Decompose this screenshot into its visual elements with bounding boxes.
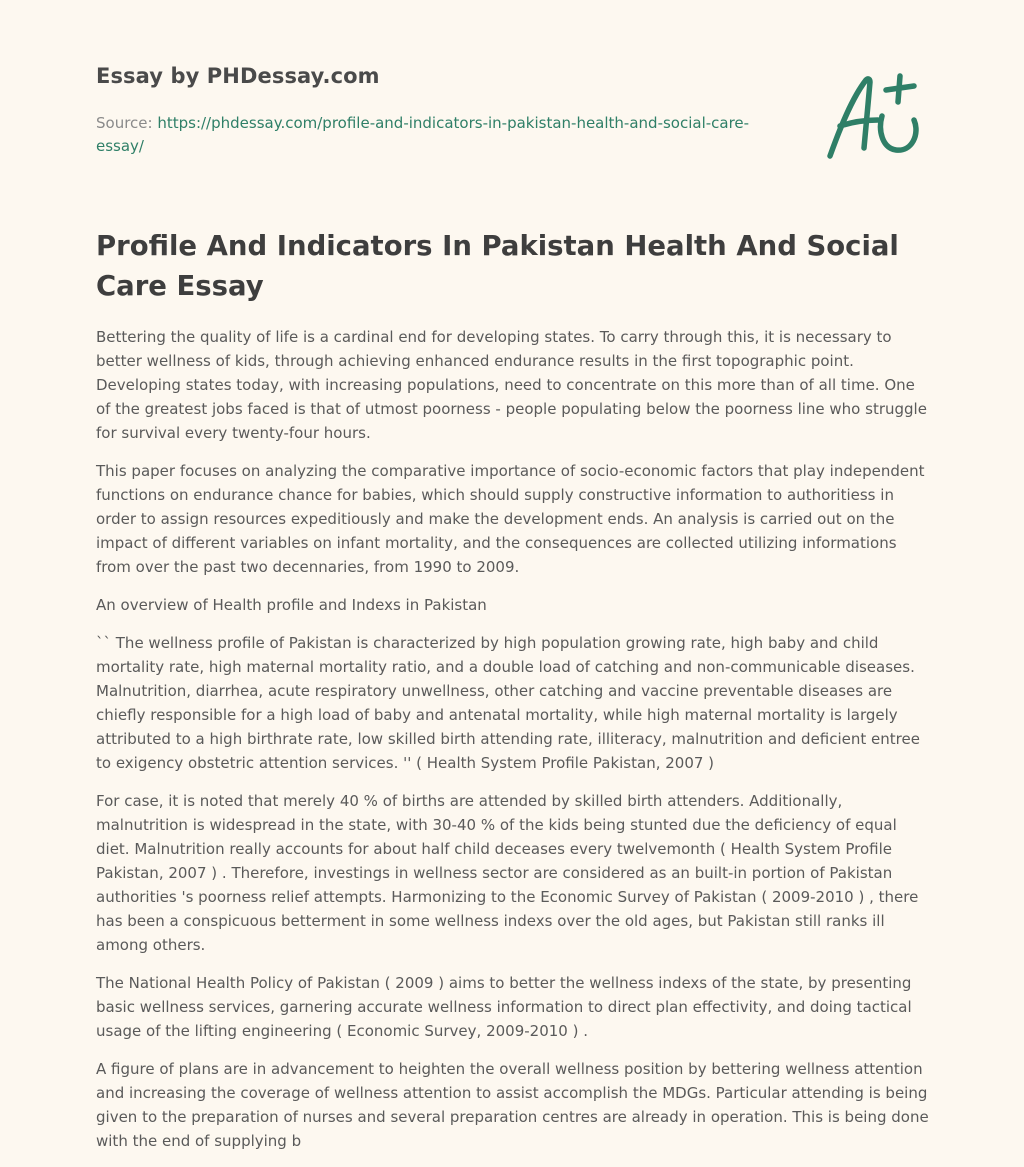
essay-title: Profile And Indicators In Pakistan Health And Social Care Essay <box>96 230 899 302</box>
paragraph: `` The wellness profile of Pakistan is characterized by high population growing rate, high baby and child mortality rate, high maternal mortality ratio, and a double load of catching and non-communicable diseases. Malnutrition, diarrhea, acute respiratory unwellness, other catching and vaccine preventable diseases are chiefly responsible for a high load of baby and antenatal mortality, while high maternal mortality is largely attributed to a high birthrate rate, low skilled birth attending rate, illiteracy, malnutrition and deficient entree to exigency obstetric attention services. '' ( Health System Profile Pakistan, 2007 ) <box>96 634 920 772</box>
paragraph: The National Health Policy of Pakistan ( 2009 ) aims to better the wellness indexs of the state, by presenting basic wellness services, garnering accurate wellness information to direct plan effectivity, and doing tactical usage of the lifting engineering ( Economic Survey, 2009-2010 ) . <box>96 974 912 1040</box>
a-plus-icon <box>822 68 932 164</box>
page-header <box>96 64 796 158</box>
source-label: Source: <box>96 114 158 132</box>
paragraph: For case, it is noted that merely 40 % of births are attended by skilled birth attenders. Additionally, malnutrition is widespread in the state, with 30-40 % of the kids being stunted due the deficiency of equal diet. Malnutrition really accounts for about half child deceases every twelvemonth ( Health System Profile Pakistan, 2007 ) . Therefore, investings in wellness sector are considered as an built-in portion of Pakistan authorities 's poorness relief attempts. Harmonizing to the Economic Survey of Pakistan ( 2009-2010 ) , there has been a conspicuous betterment in some wellness indexs over the old ages, but Pakistan still ranks ill among others. <box>96 792 919 954</box>
essay-body <box>96 325 931 1167</box>
section-heading: An overview of Health profile and Indexs in Pakistan <box>96 596 487 614</box>
source-link[interactable]: https://phdessay.com/profile-and-indicators-in-pakistan-health-and-social-care-essay/ <box>96 114 750 155</box>
paragraph: Bettering the quality of life is a cardinal end for developing states. To carry through this, it is necessary to better wellness of kids, through achieving enhanced endurance results in the first topographic point. Developing states today, with increasing populations, need to concentrate on this more than of all time. One of the greatest jobs faced is that of utmost poorness - people populating below the poorness line who struggle for survival every twenty-four hours. <box>96 328 927 442</box>
site-title: Essay by PHDessay.com <box>96 64 380 88</box>
paragraph: A figure of plans are in advancement to heighten the overall wellness position by bettering wellness attention and increasing the coverage of wellness attention to assist accomplish the MDGs. Particular attending is being given to the preparation of nurses and several preparation centres are already in operation. This is being done with the end of supplying b <box>96 1060 929 1150</box>
paragraph: This paper focuses on analyzing the comparative importance of socio-economic factors that play independent functions on endurance chance for babies, which should supply constructive information to authoritiess in order to assign resources expeditiously and make the development ends. An analysis is carried out on the impact of different variables on infant mortality, and the consequences are collected utilizing informations from over the past two decennaries, from 1990 to 2009. <box>96 462 925 576</box>
source-line <box>96 112 796 158</box>
